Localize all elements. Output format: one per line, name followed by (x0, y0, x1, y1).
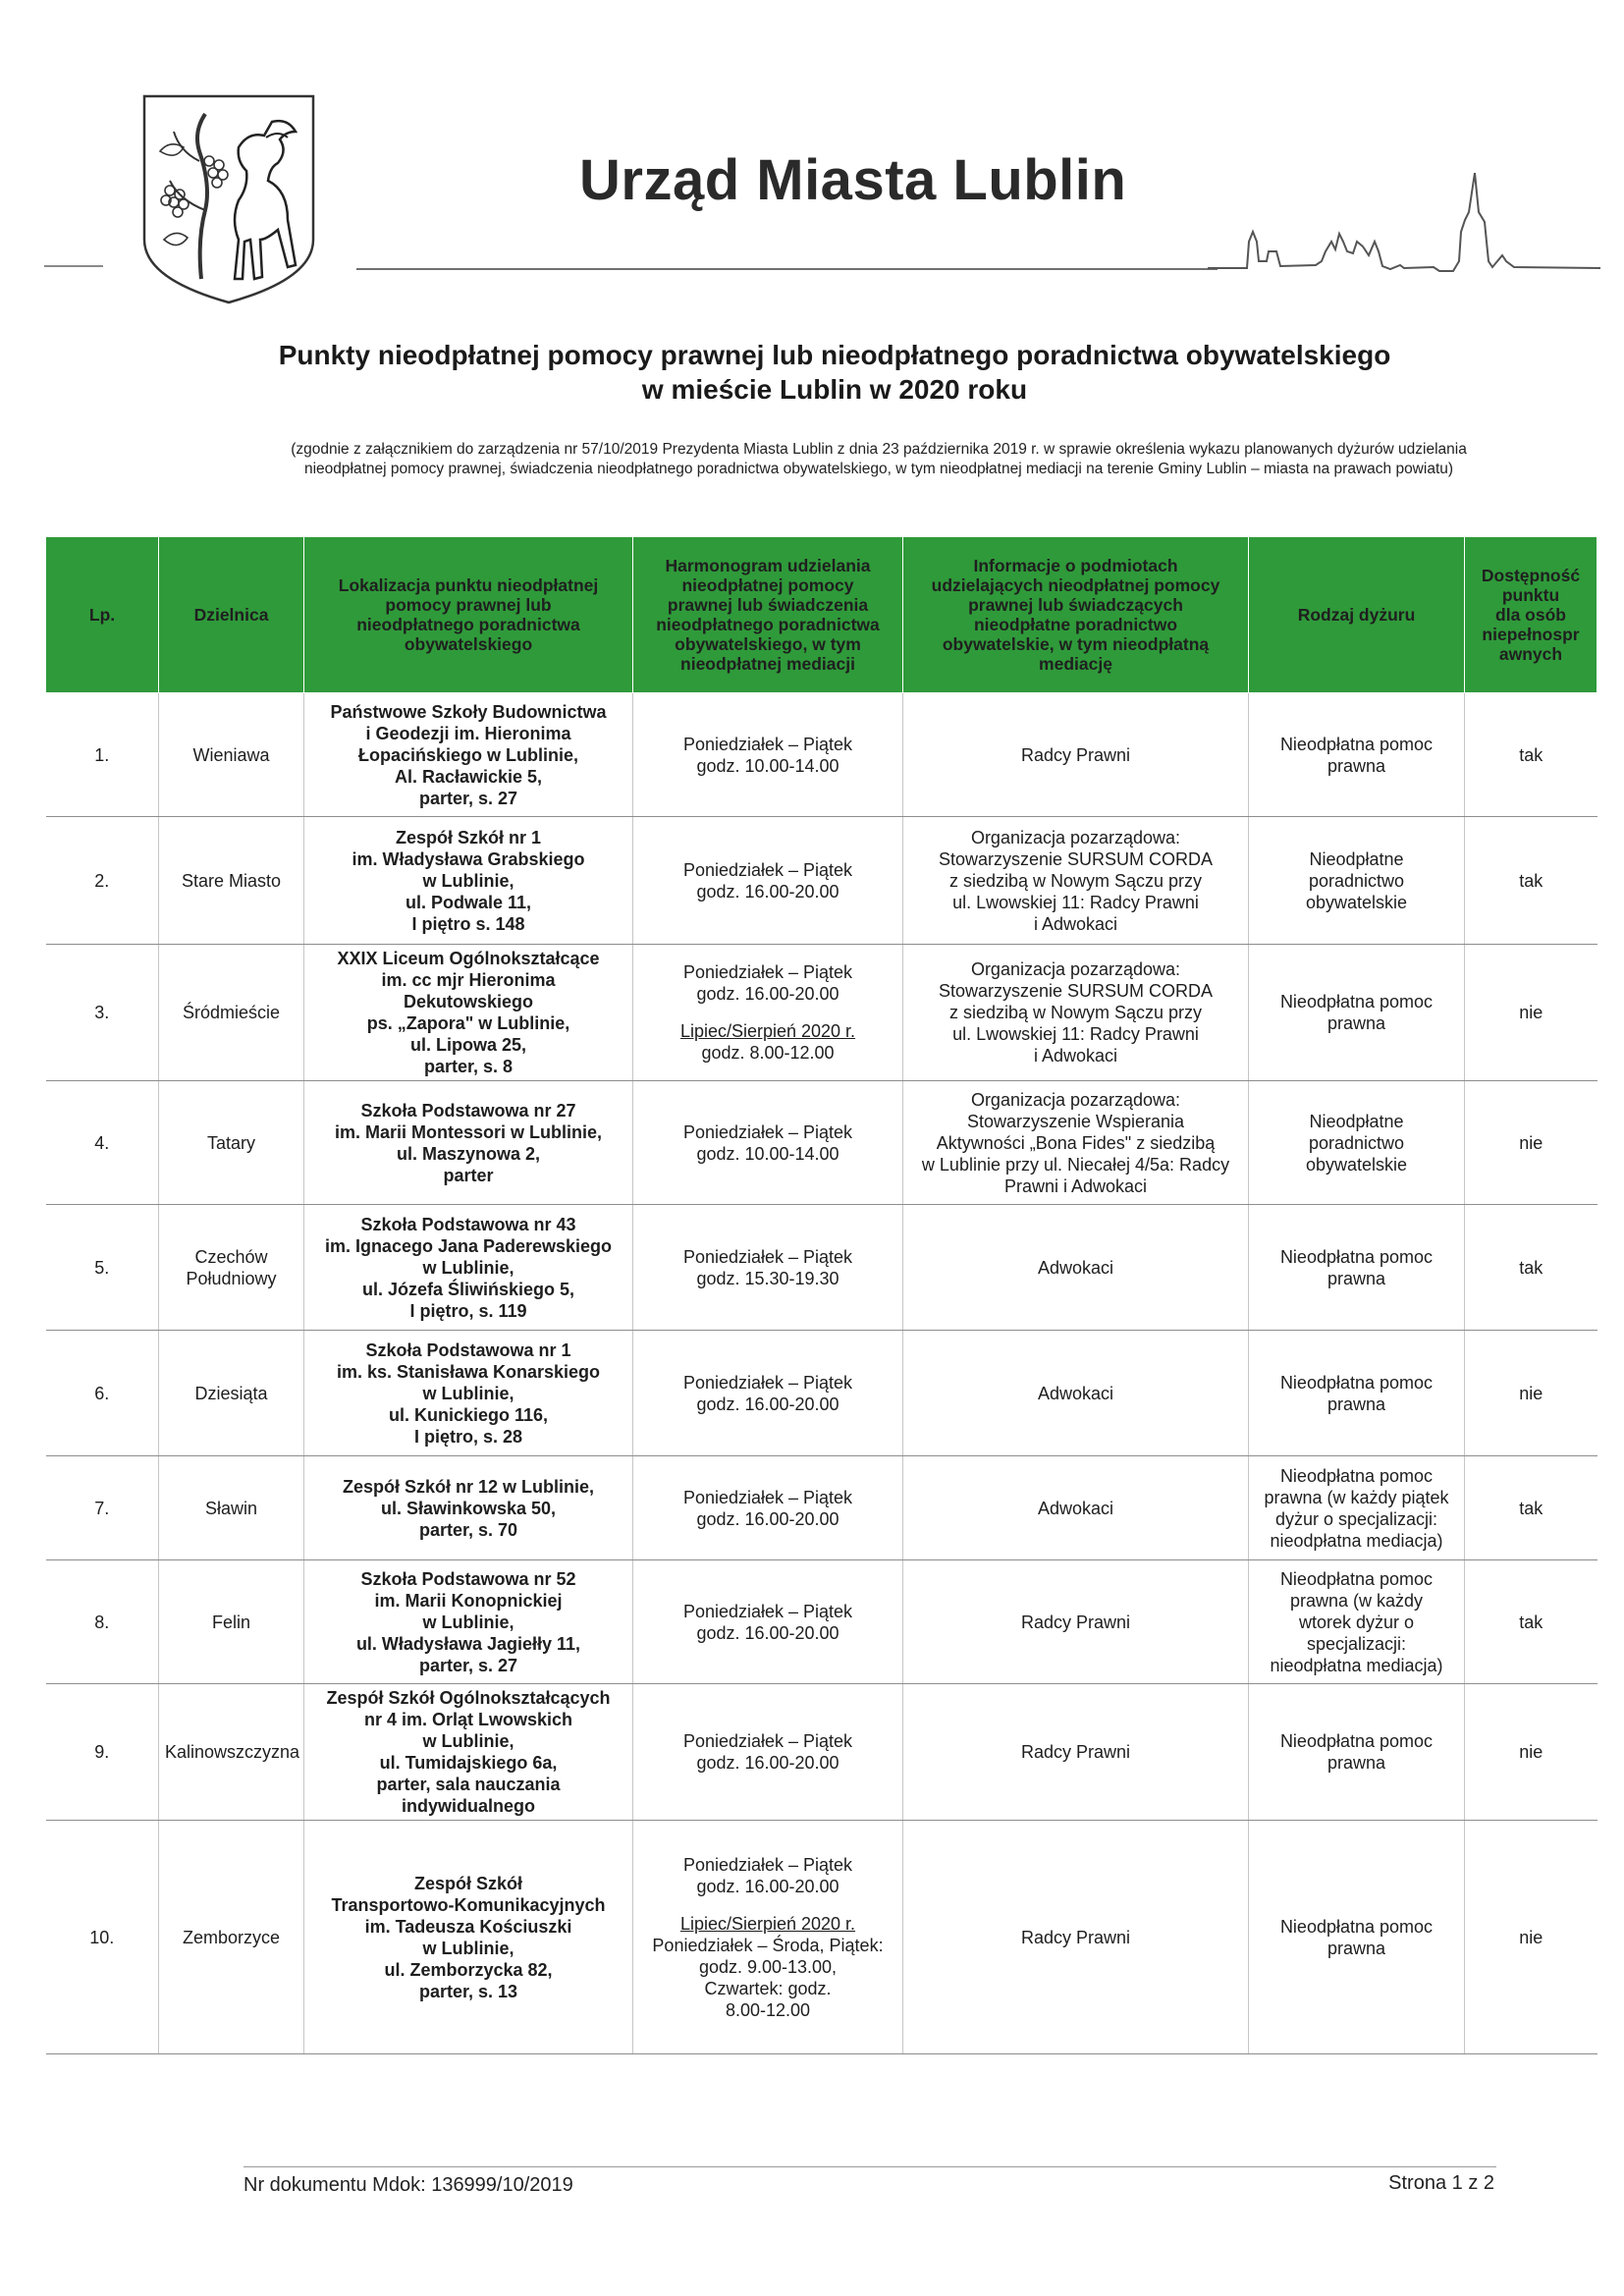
duty-line: prawna (1326, 1013, 1386, 1033)
location-line: Dekutowskiego (403, 992, 534, 1011)
header-text-line: Lokalizacja punktu nieodpłatnej (338, 575, 599, 595)
table-row (46, 1331, 1597, 1456)
cell-schedule (633, 1684, 903, 1821)
cell-location (304, 1081, 633, 1205)
schedule-line: godz. 16.00-20.00 (696, 881, 839, 902)
cell-location (304, 1205, 633, 1331)
location-line: ul. Sławinkowska 50, (380, 1498, 557, 1518)
location-line: Szkoła Podstawowa nr 27 (360, 1100, 576, 1121)
location-line: parter, s. 13 (418, 1981, 518, 2001)
cell-schedule (633, 1821, 903, 2054)
cell-lp: 4. (46, 1081, 159, 1205)
location-line: parter, sala nauczania (376, 1775, 561, 1794)
location-line: Al. Racławickie 5, (394, 766, 543, 787)
provider-line: z siedzibą w Nowym Sączu przy (948, 870, 1203, 891)
header-district: Dzielnica (159, 537, 304, 693)
schedule-line: 8.00-12.00 (725, 1999, 811, 2020)
header-duty-type: Rodzaj dyżuru (1249, 537, 1465, 693)
table-body (46, 693, 1597, 2054)
schedule-line: Poniedziałek – Piątek (682, 1246, 853, 1267)
header-text-line: nieodpłatnej pomocy (681, 575, 854, 595)
cell-district: Zemborzyce (159, 1821, 304, 2054)
duty-line: Nieodpłatna pomoc (1279, 1568, 1434, 1589)
location-line: ps. „Zapora" w Lublinie, (366, 1013, 570, 1033)
schedule-line: godz. 10.00-14.00 (696, 755, 839, 776)
cell-lp: 1. (46, 693, 159, 817)
provider-line: Prawni i Adwokaci (1003, 1175, 1148, 1196)
cell-providers (903, 1821, 1249, 2054)
lublin-coat-of-arms-icon (140, 92, 317, 306)
cell-accessibility: tak (1465, 817, 1597, 945)
schedule-line: godz. 16.00-20.00 (696, 1876, 839, 1896)
schedule-line: Poniedziałek – Piątek (682, 1854, 853, 1875)
table-row (46, 1081, 1597, 1205)
provider-line: Aktywności „Bona Fides" z siedzibą (936, 1132, 1216, 1153)
schedule-gap (639, 1897, 896, 1913)
header-text-line: punktu (1501, 585, 1560, 605)
cell-schedule (633, 1560, 903, 1684)
cell-duty-type (1249, 1081, 1465, 1205)
cell-duty-type (1249, 945, 1465, 1081)
header-text-line: nieodpłatnego poradnictwa (356, 615, 580, 634)
cell-schedule (633, 693, 903, 817)
cell-district (159, 1205, 304, 1331)
cell-district: Dziesiąta (159, 1331, 304, 1456)
cell-lp: 3. (46, 945, 159, 1081)
location-line: i Geodezji im. Hieronima (365, 723, 571, 743)
cell-duty-type (1249, 1560, 1465, 1684)
cell-schedule (633, 1205, 903, 1331)
table-row (46, 693, 1597, 817)
cell-duty-type (1249, 1331, 1465, 1456)
cell-duty-type (1249, 693, 1465, 817)
schedule-line: Poniedziałek – Piątek (682, 734, 853, 754)
table-row (46, 1821, 1597, 2054)
duty-line: Nieodpłatna pomoc (1279, 1916, 1434, 1937)
schedule-line: godz. 16.00-20.00 (696, 1508, 839, 1529)
cell-location (304, 1821, 633, 2054)
cell-lp: 6. (46, 1331, 159, 1456)
provider-line: w Lublinie przy ul. Niecałej 4/5a: Radcy (921, 1154, 1230, 1175)
schedule-line: Poniedziałek – Środa, Piątek: (652, 1935, 884, 1955)
duty-line: prawna (1326, 755, 1386, 776)
location-line: parter, s. 8 (423, 1057, 514, 1076)
location-line: I piętro s. 148 (411, 913, 525, 934)
location-line: I piętro, s. 28 (413, 1426, 523, 1447)
provider-line: Radcy Prawni (1020, 744, 1131, 765)
location-line: Szkoła Podstawowa nr 52 (360, 1568, 576, 1589)
provider-line: Organizacja pozarządowa: (970, 1089, 1181, 1110)
header-text-line: pomocy prawnej lub (385, 595, 552, 615)
cell-providers (903, 1205, 1249, 1331)
header-text-line: mediację (1039, 654, 1112, 674)
schedule-line: Czwartek: godz. (704, 1978, 832, 1998)
duty-line: prawna (w każdy piątek (1264, 1487, 1449, 1507)
table-row (46, 945, 1597, 1081)
cell-lp: 7. (46, 1456, 159, 1560)
header-text-line: nieodpłatne poradnictwo (973, 615, 1178, 634)
cell-accessibility: tak (1465, 1456, 1597, 1560)
table-row (46, 1456, 1597, 1560)
table-row (46, 1560, 1597, 1684)
table-row (46, 817, 1597, 945)
cell-providers (903, 1684, 1249, 1821)
footer-rule (244, 2166, 1496, 2167)
cell-district: Kalinowszczyzna (159, 1684, 304, 1821)
cell-accessibility: nie (1465, 1081, 1597, 1205)
location-line: ul. Maszynowa 2, (396, 1143, 541, 1164)
header-rule-left (44, 265, 103, 267)
location-line: w Lublinie, (422, 1612, 514, 1632)
summer-schedule-label: Lipiec/Sierpień 2020 r. (679, 1021, 856, 1041)
district-line: Południowy (186, 1268, 277, 1288)
location-line: nr 4 im. Orląt Lwowskich (363, 1710, 573, 1729)
schedule-line: godz. 16.00-20.00 (696, 984, 839, 1004)
location-line: im. Marii Konopnickiej (374, 1590, 563, 1611)
location-line: ul. Zemborzycka 82, (384, 1959, 553, 1980)
duty-line: Nieodpłatna pomoc (1279, 992, 1434, 1011)
header-providers (903, 537, 1249, 693)
legal-aid-points-table (45, 536, 1597, 2054)
cell-duty-type (1249, 1821, 1465, 2054)
location-line: Zespół Szkół nr 12 w Lublinie, (342, 1476, 595, 1497)
location-line: ul. Lipowa 25, (409, 1035, 527, 1055)
cell-schedule (633, 1331, 903, 1456)
schedule-line: godz. 10.00-14.00 (696, 1143, 839, 1164)
cell-lp: 8. (46, 1560, 159, 1684)
cell-accessibility: tak (1465, 1205, 1597, 1331)
duty-line: poradnictwo (1308, 870, 1405, 891)
cell-district: Felin (159, 1560, 304, 1684)
provider-line: Stowarzyszenie Wspierania (966, 1111, 1185, 1131)
location-line: ul. Władysława Jagiełły 11, (355, 1633, 581, 1654)
schedule-line: Poniedziałek – Piątek (682, 1487, 853, 1507)
provider-line: Adwokaci (1037, 1383, 1114, 1403)
header-text-line: nieodpłatnej mediacji (680, 654, 855, 674)
cell-location (304, 945, 633, 1081)
cell-location (304, 817, 633, 945)
duty-line: dyżur o specjalizacji: (1274, 1508, 1438, 1529)
location-line: ul. Kunickiego 116, (388, 1404, 549, 1425)
table-row (46, 1205, 1597, 1331)
cell-lp: 10. (46, 1821, 159, 2054)
schedule-line: Poniedziałek – Piątek (682, 859, 853, 880)
location-line: im. ks. Stanisława Konarskiego (336, 1361, 601, 1382)
header-text-line: Informacje o podmiotach (973, 556, 1178, 575)
provider-line: Radcy Prawni (1020, 1927, 1131, 1947)
location-line: parter, s. 27 (418, 1655, 518, 1675)
document-title-line-2: w mieście Lublin w 2020 roku (641, 374, 1028, 405)
header-text-line: obywatelskiego, w tym (675, 634, 861, 654)
cell-schedule (633, 945, 903, 1081)
cell-providers (903, 1081, 1249, 1205)
header-lp: Lp. (46, 537, 159, 693)
duty-line: prawna (1326, 1394, 1386, 1414)
cell-schedule (633, 817, 903, 945)
legal-basis-note (196, 440, 1561, 479)
cell-district: Stare Miasto (159, 817, 304, 945)
cell-providers (903, 1331, 1249, 1456)
duty-line: obywatelskie (1305, 892, 1408, 912)
location-line: Zespół Szkół nr 1 (395, 827, 542, 847)
header-schedule (633, 537, 903, 693)
location-line: Zespół Szkół (413, 1873, 523, 1893)
duty-line: nieodpłatna mediacja) (1270, 1530, 1443, 1551)
schedule-line: godz. 8.00-12.00 (701, 1043, 835, 1063)
legal-basis-note-line-1: (zgodnie z załącznikiem do zarządzenia nr 57/10/2019 Prezydenta Miasta Lublin z dnia 23 października 2019 r. w sprawie określenia wykazu planowanych dyżurów udzielania (291, 441, 1467, 458)
provider-line: ul. Lwowskiej 11: Radcy Prawni (952, 892, 1199, 912)
header-text-line: dla osób (1495, 605, 1566, 625)
location-line: Zespół Szkół Ogólnokształcących (326, 1688, 611, 1708)
table-header-row (46, 537, 1597, 693)
header-text-line: prawnej lub świadczenia (667, 595, 869, 615)
duty-line: prawna (1326, 1938, 1386, 1958)
provider-line: Stowarzyszenie SURSUM CORDA (938, 848, 1214, 869)
schedule-line: Poniedziałek – Piątek (682, 962, 853, 982)
location-line: Szkoła Podstawowa nr 1 (365, 1339, 571, 1360)
cell-schedule (633, 1081, 903, 1205)
duty-line: Nieodpłatna pomoc (1279, 1246, 1434, 1267)
cell-location (304, 1684, 633, 1821)
duty-line: prawna (w każdy (1289, 1590, 1424, 1611)
location-line: XXIX Liceum Ogólnokształcące (337, 949, 600, 968)
cell-district: Tatary (159, 1081, 304, 1205)
provider-line: Radcy Prawni (1020, 1612, 1131, 1632)
location-line: parter, s. 27 (418, 788, 518, 808)
schedule-line: godz. 9.00-13.00, (698, 1956, 838, 1977)
cell-duty-type (1249, 1456, 1465, 1560)
location-line: ul. Józefa Śliwińskiego 5, (361, 1279, 575, 1299)
schedule-gap (639, 1005, 896, 1020)
schedule-line: godz. 16.00-20.00 (696, 1394, 839, 1414)
cell-location (304, 1456, 633, 1560)
provider-line: Adwokaci (1037, 1498, 1114, 1518)
page-number: Strona 1 z 2 (1388, 2172, 1494, 2194)
location-line: Szkoła Podstawowa nr 43 (360, 1214, 576, 1234)
provider-line: z siedzibą w Nowym Sączu przy (948, 1003, 1203, 1022)
location-line: Państwowe Szkoły Budownictwa (330, 701, 607, 722)
location-line: w Lublinie, (422, 1257, 514, 1278)
header-text-line: udzielających nieodpłatnej pomocy (931, 575, 1220, 595)
header-text-line: obywatelskiego (404, 634, 533, 654)
location-line: w Lublinie, (422, 1383, 514, 1403)
institution-title: Urząd Miasta Lublin (579, 148, 1127, 212)
schedule-line: Poniedziałek – Piątek (682, 1731, 853, 1751)
header-text-line: Harmonogram udzielania (665, 556, 871, 575)
provider-line: i Adwokaci (1033, 913, 1118, 934)
duty-line: nieodpłatna mediacja) (1270, 1655, 1443, 1675)
cell-duty-type (1249, 1205, 1465, 1331)
provider-line: Organizacja pozarządowa: (970, 827, 1181, 847)
schedule-line: Poniedziałek – Piątek (682, 1601, 853, 1621)
header-text-line: nieodpłatnego poradnictwa (656, 615, 880, 634)
provider-line: Adwokaci (1037, 1257, 1114, 1278)
cell-providers (903, 1560, 1249, 1684)
location-line: I piętro, s. 119 (409, 1300, 527, 1321)
location-line: im. Ignacego Jana Paderewskiego (324, 1235, 613, 1256)
cell-district: Sławin (159, 1456, 304, 1560)
provider-line: Stowarzyszenie SURSUM CORDA (938, 981, 1214, 1001)
location-line: Transportowo-Komunikacyjnych (331, 1894, 606, 1915)
location-line: im. Władysława Grabskiego (352, 848, 585, 869)
duty-line: Nieodpłatne (1309, 1111, 1404, 1131)
cell-providers (903, 817, 1249, 945)
duty-line: poradnictwo (1308, 1132, 1405, 1153)
header-text-line: obywatelskie, w tym nieodpłatną (942, 634, 1210, 654)
cell-schedule (633, 1456, 903, 1560)
location-line: im. cc mjr Hieronima (381, 970, 556, 990)
location-line: parter (443, 1165, 494, 1185)
city-skyline-icon (1208, 173, 1600, 281)
header-text-line: Dostępność (1481, 566, 1581, 585)
summer-schedule-label: Lipiec/Sierpień 2020 r. (679, 1913, 856, 1934)
duty-line: obywatelskie (1305, 1154, 1408, 1175)
cell-duty-type (1249, 1684, 1465, 1821)
cell-location (304, 693, 633, 817)
provider-line: ul. Lwowskiej 11: Radcy Prawni (952, 1024, 1199, 1044)
cell-lp: 2. (46, 817, 159, 945)
duty-line: Nieodpłatne (1309, 848, 1404, 869)
location-line: Łopacińskiego w Lublinie, (357, 744, 579, 765)
document-title-line-1: Punkty nieodpłatnej pomocy prawnej lub nieodpłatnego poradnictwa obywatelskiego (278, 340, 1391, 370)
header-text-line: niepełnospr (1482, 625, 1580, 644)
header-text-line: awnych (1498, 644, 1563, 664)
location-line: w Lublinie, (422, 1731, 514, 1751)
cell-providers (903, 945, 1249, 1081)
location-line: indywidualnego (401, 1796, 535, 1816)
table-row (46, 1684, 1597, 1821)
header-rule (356, 268, 1218, 270)
document-title (196, 338, 1473, 407)
provider-line: Radcy Prawni (1020, 1742, 1131, 1762)
duty-line: prawna (1326, 1753, 1386, 1773)
duty-line: specjalizacji: (1306, 1633, 1407, 1654)
schedule-line: godz. 16.00-20.00 (696, 1622, 839, 1643)
duty-line: Nieodpłatna pomoc (1279, 734, 1434, 754)
schedule-line: Poniedziałek – Piątek (682, 1372, 853, 1393)
cell-accessibility: tak (1465, 1560, 1597, 1684)
duty-line: prawna (1326, 1268, 1386, 1288)
cell-accessibility: tak (1465, 693, 1597, 817)
location-line: ul. Podwale 11, (405, 892, 532, 912)
duty-line: wtorek dyżur o (1298, 1612, 1415, 1632)
header-accessibility (1465, 537, 1597, 693)
cell-accessibility: nie (1465, 1331, 1597, 1456)
schedule-line: Poniedziałek – Piątek (682, 1121, 853, 1142)
cell-accessibility: nie (1465, 1821, 1597, 2054)
legal-basis-note-line-2: nieodpłatnej pomocy prawnej, świadczenia nieodpłatnego poradnictwa obywatelskiego, w tym nieodpłatnej mediacji na terenie Gminy Lublin – miasta na prawach powiatu) (303, 461, 1454, 477)
location-line: im. Marii Montessori w Lublinie, (334, 1121, 603, 1142)
provider-line: Organizacja pozarządowa: (970, 959, 1181, 979)
cell-lp: 5. (46, 1205, 159, 1331)
cell-providers (903, 693, 1249, 817)
document-number: Nr dokumentu Mdok: 136999/10/2019 (244, 2174, 573, 2196)
district-line: Czechów (194, 1246, 268, 1267)
location-line: w Lublinie, (422, 870, 514, 891)
cell-duty-type (1249, 817, 1465, 945)
schedule-line: godz. 15.30-19.30 (696, 1268, 839, 1288)
cell-location (304, 1560, 633, 1684)
location-line: ul. Tumidajskiego 6a, (379, 1753, 558, 1773)
cell-accessibility: nie (1465, 945, 1597, 1081)
cell-providers (903, 1456, 1249, 1560)
duty-line: Nieodpłatna pomoc (1279, 1465, 1434, 1486)
schedule-line: godz. 16.00-20.00 (696, 1753, 839, 1773)
header-location (304, 537, 633, 693)
duty-line: Nieodpłatna pomoc (1279, 1731, 1434, 1751)
provider-line: i Adwokaci (1033, 1046, 1118, 1066)
cell-lp: 9. (46, 1684, 159, 1821)
duty-line: Nieodpłatna pomoc (1279, 1372, 1434, 1393)
cell-location (304, 1331, 633, 1456)
cell-district: Wieniawa (159, 693, 304, 817)
location-line: im. Tadeusza Kościuszki (364, 1916, 572, 1937)
location-line: parter, s. 70 (418, 1519, 518, 1540)
cell-accessibility: nie (1465, 1684, 1597, 1821)
location-line: w Lublinie, (422, 1938, 514, 1958)
cell-district: Śródmieście (159, 945, 304, 1081)
header-text-line: prawnej lub świadczących (968, 595, 1183, 615)
